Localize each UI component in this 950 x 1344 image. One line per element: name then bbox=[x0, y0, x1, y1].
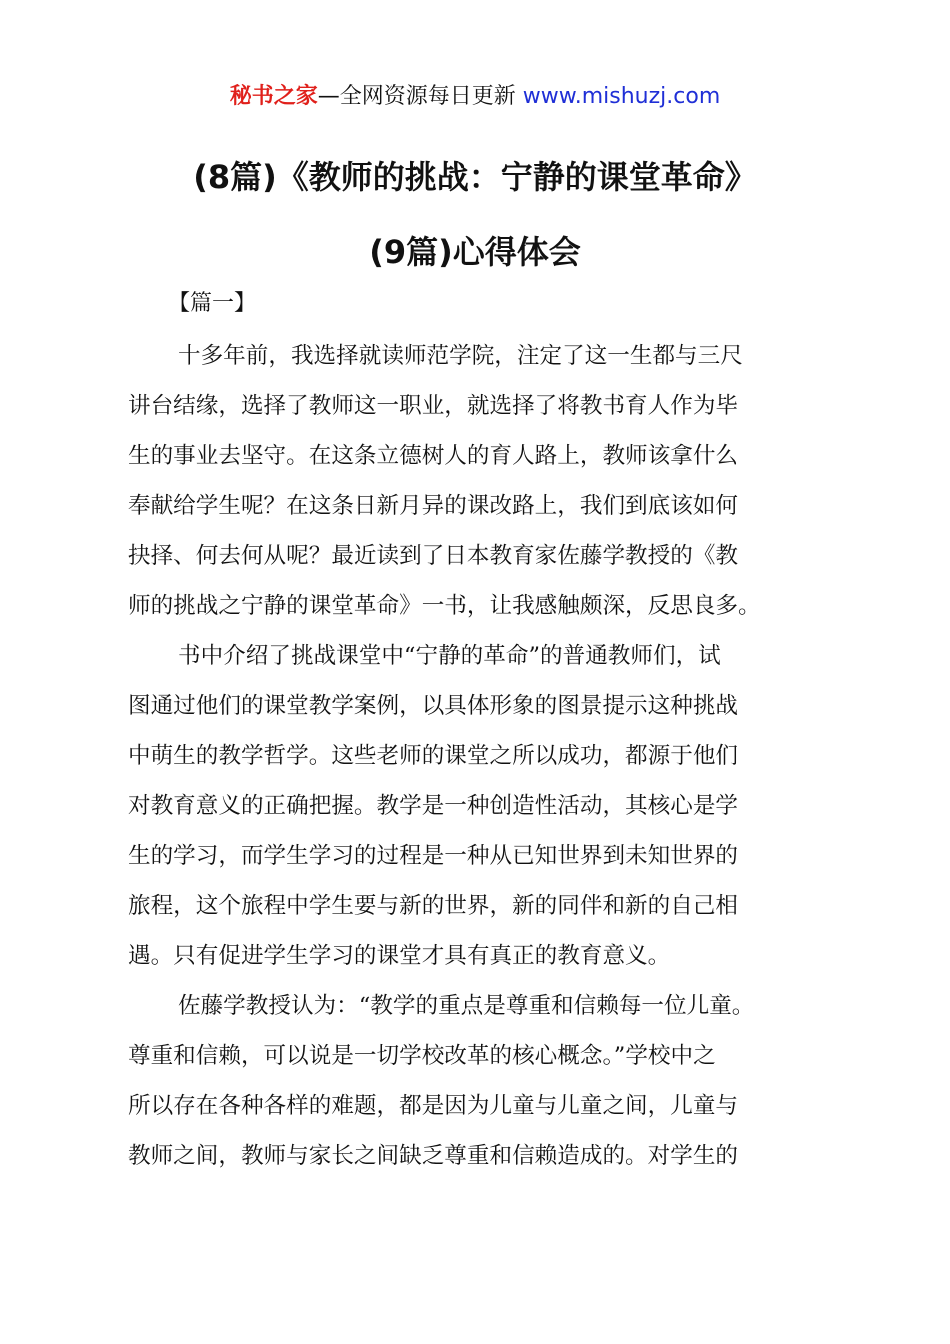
body-line: 讲台结缘，选择了教师这一职业，就选择了将教书育人作为毕 bbox=[128, 393, 739, 419]
body-line: 图通过他们的课堂教学案例，以具体形象的图景提示这种挑战 bbox=[128, 693, 739, 719]
body-line: 中萌生的教学哲学。这些老师的课堂之所以成功，都源于他们 bbox=[128, 743, 739, 769]
body-line: 所以存在各种各样的难题，都是因为儿童与儿童之间，儿童与 bbox=[128, 1093, 739, 1119]
body-line: 旅程，这个旅程中学生要与新的世界，新的同伴和新的自己相 bbox=[128, 893, 739, 919]
body-line: 书中介绍了挑战课堂中“宁静的革命”的普通教师们，试 bbox=[178, 643, 721, 669]
body-line: 教师之间，教师与家长之间缺乏尊重和信赖造成的。对学生的 bbox=[128, 1143, 739, 1169]
site-brand: 秘书之家 bbox=[229, 84, 318, 109]
body-line: 对教育意义的正确把握。教学是一种创造性活动，其核心是学 bbox=[128, 793, 739, 819]
body-line: 遇。只有促进学生学习的课堂才具有真正的教育意义。 bbox=[128, 943, 671, 969]
document-title-line-1: (8篇)《教师的挑战：宁静的课堂革命》 bbox=[193, 158, 757, 196]
body-line: 十多年前，我选择就读师范学院，注定了这一生都与三尺 bbox=[178, 343, 743, 369]
body-line: 奉献给学生呢？在这条日新月异的课改路上，我们到底该如何 bbox=[128, 493, 739, 519]
body-line: 抉择、何去何从呢？最近读到了日本教育家佐藤学教授的《教 bbox=[128, 543, 739, 569]
body-line: 生的学习，而学生学习的过程是一种从已知世界到未知世界的 bbox=[128, 843, 739, 869]
site-url-link[interactable]: www.mishuzj.com bbox=[522, 84, 721, 109]
section-label: 【篇一】 bbox=[168, 291, 257, 316]
document-title-line-2: (9篇)心得体会 bbox=[369, 233, 581, 271]
body-line: 师的挑战之宁静的课堂革命》一书，让我感触颇深，反思良多。 bbox=[128, 593, 761, 619]
site-tagline: —全网资源每日更新 bbox=[317, 84, 523, 109]
body-line: 生的事业去坚守。在这条立德树人的育人路上，教师该拿什么 bbox=[128, 443, 739, 469]
body-line: 佐藤学教授认为：“教学的重点是尊重和信赖每一位儿童。 bbox=[178, 993, 755, 1019]
site-header bbox=[0, 82, 950, 112]
body-line: 尊重和信赖，可以说是一切学校改革的核心概念。”学校中之 bbox=[128, 1043, 716, 1069]
